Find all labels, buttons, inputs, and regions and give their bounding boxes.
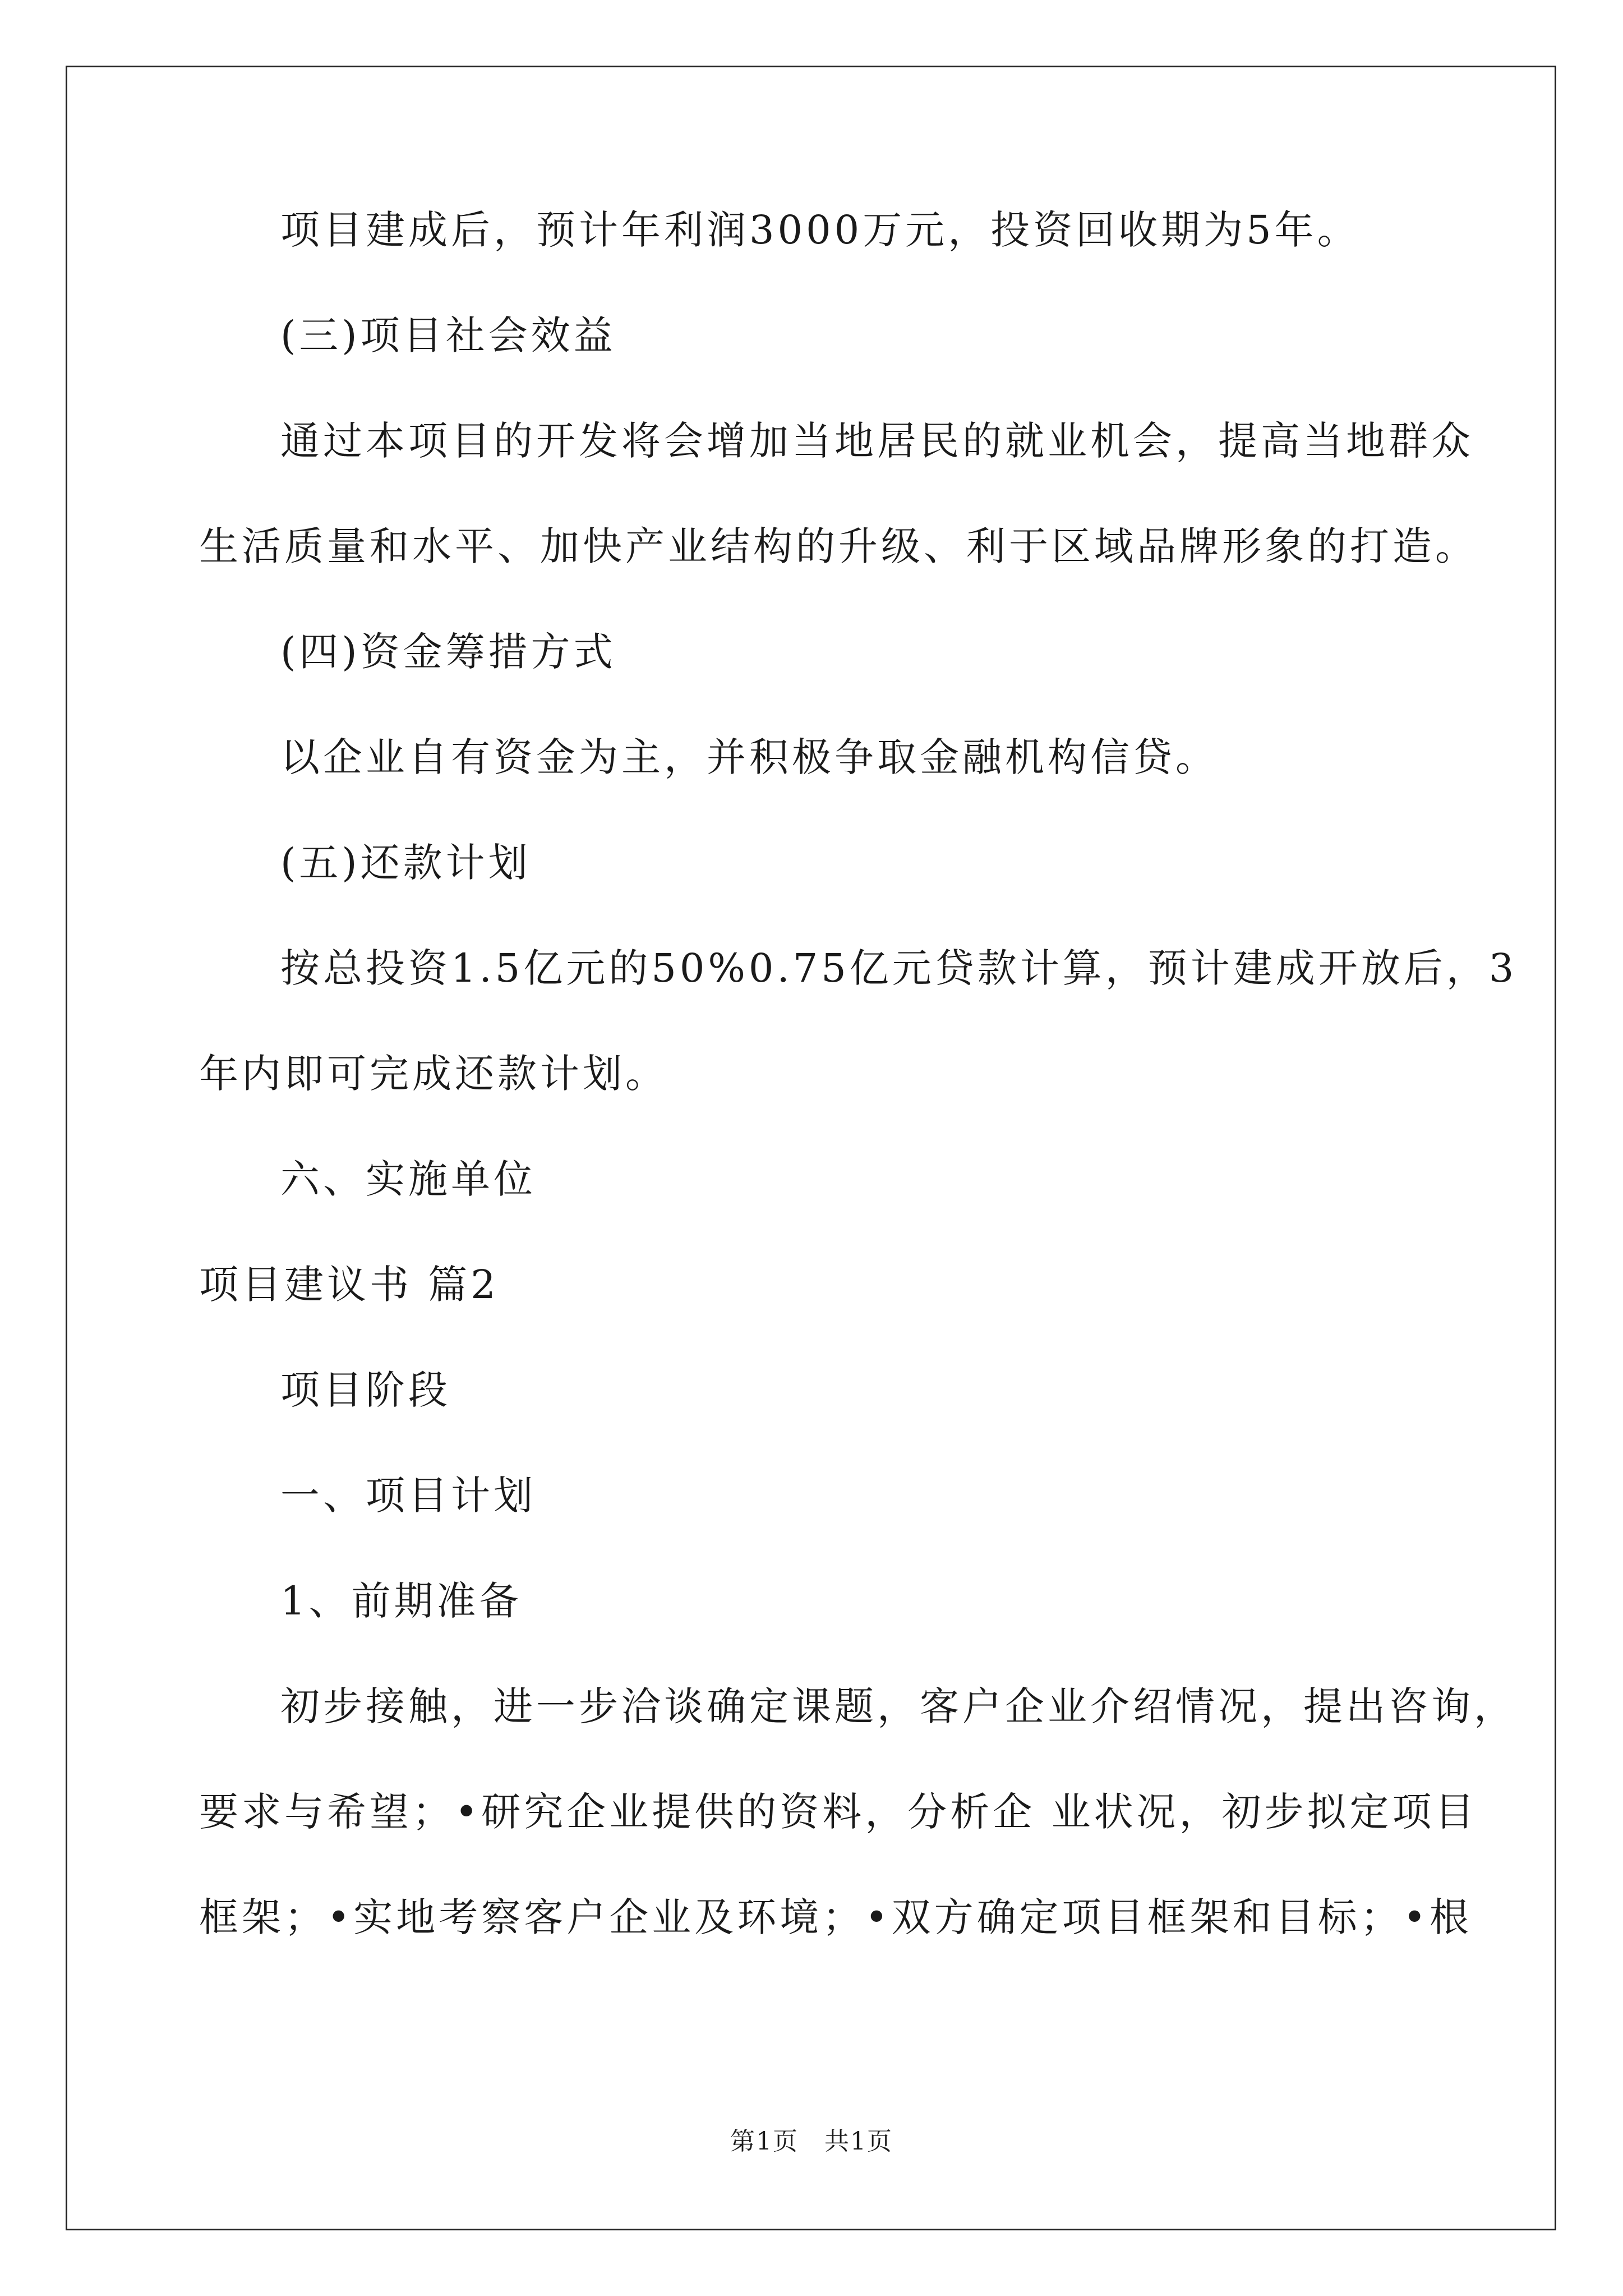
paragraph-line: 初步接触，进一步洽谈确定课题，客户企业介绍情况，提出咨询， — [280, 1683, 1516, 1729]
paragraph-line: 要求与希望；•研究企业提供的资料，分析企 业状况，初步拟定项目 — [199, 1789, 1478, 1835]
paragraph-line: 项目建成后，预计年利润3000万元，投资回收期为5年。 — [280, 207, 1360, 253]
paragraph-line: 年内即可完成还款计划。 — [199, 1051, 668, 1097]
section-heading: 项目阶段 — [280, 1367, 451, 1413]
section-heading: (三)项目社会效益 — [280, 312, 616, 358]
paragraph-line: 按总投资1.5亿元的50%0.75亿元贷款计算，预计建成开放后，3 — [280, 945, 1518, 991]
section-heading: 六、实施单位 — [280, 1156, 536, 1202]
paragraph-line: 生活质量和水平、加快产业结构的升级、利于区域品牌形象的打造。 — [199, 523, 1478, 569]
paragraph-line: 以企业自有资金为主，并积极争取金融机构信贷。 — [280, 734, 1218, 780]
section-heading: 1、前期准备 — [280, 1578, 522, 1624]
paragraph-line: 通过本项目的开发将会增加当地居民的就业机会，提高当地群众 — [280, 418, 1474, 464]
section-heading: 一、项目计划 — [280, 1473, 536, 1519]
section-heading: (四)资金筹措方式 — [280, 629, 616, 675]
page-number: 第1页 共1页 — [730, 2127, 893, 2156]
section-heading: (五)还款计划 — [280, 840, 531, 886]
paragraph-line: 框架；•实地考察客户企业及环境；•双方确定项目框架和目标；•根 — [199, 1894, 1472, 1940]
document-heading: 项目建议书 篇2 — [199, 1262, 499, 1308]
